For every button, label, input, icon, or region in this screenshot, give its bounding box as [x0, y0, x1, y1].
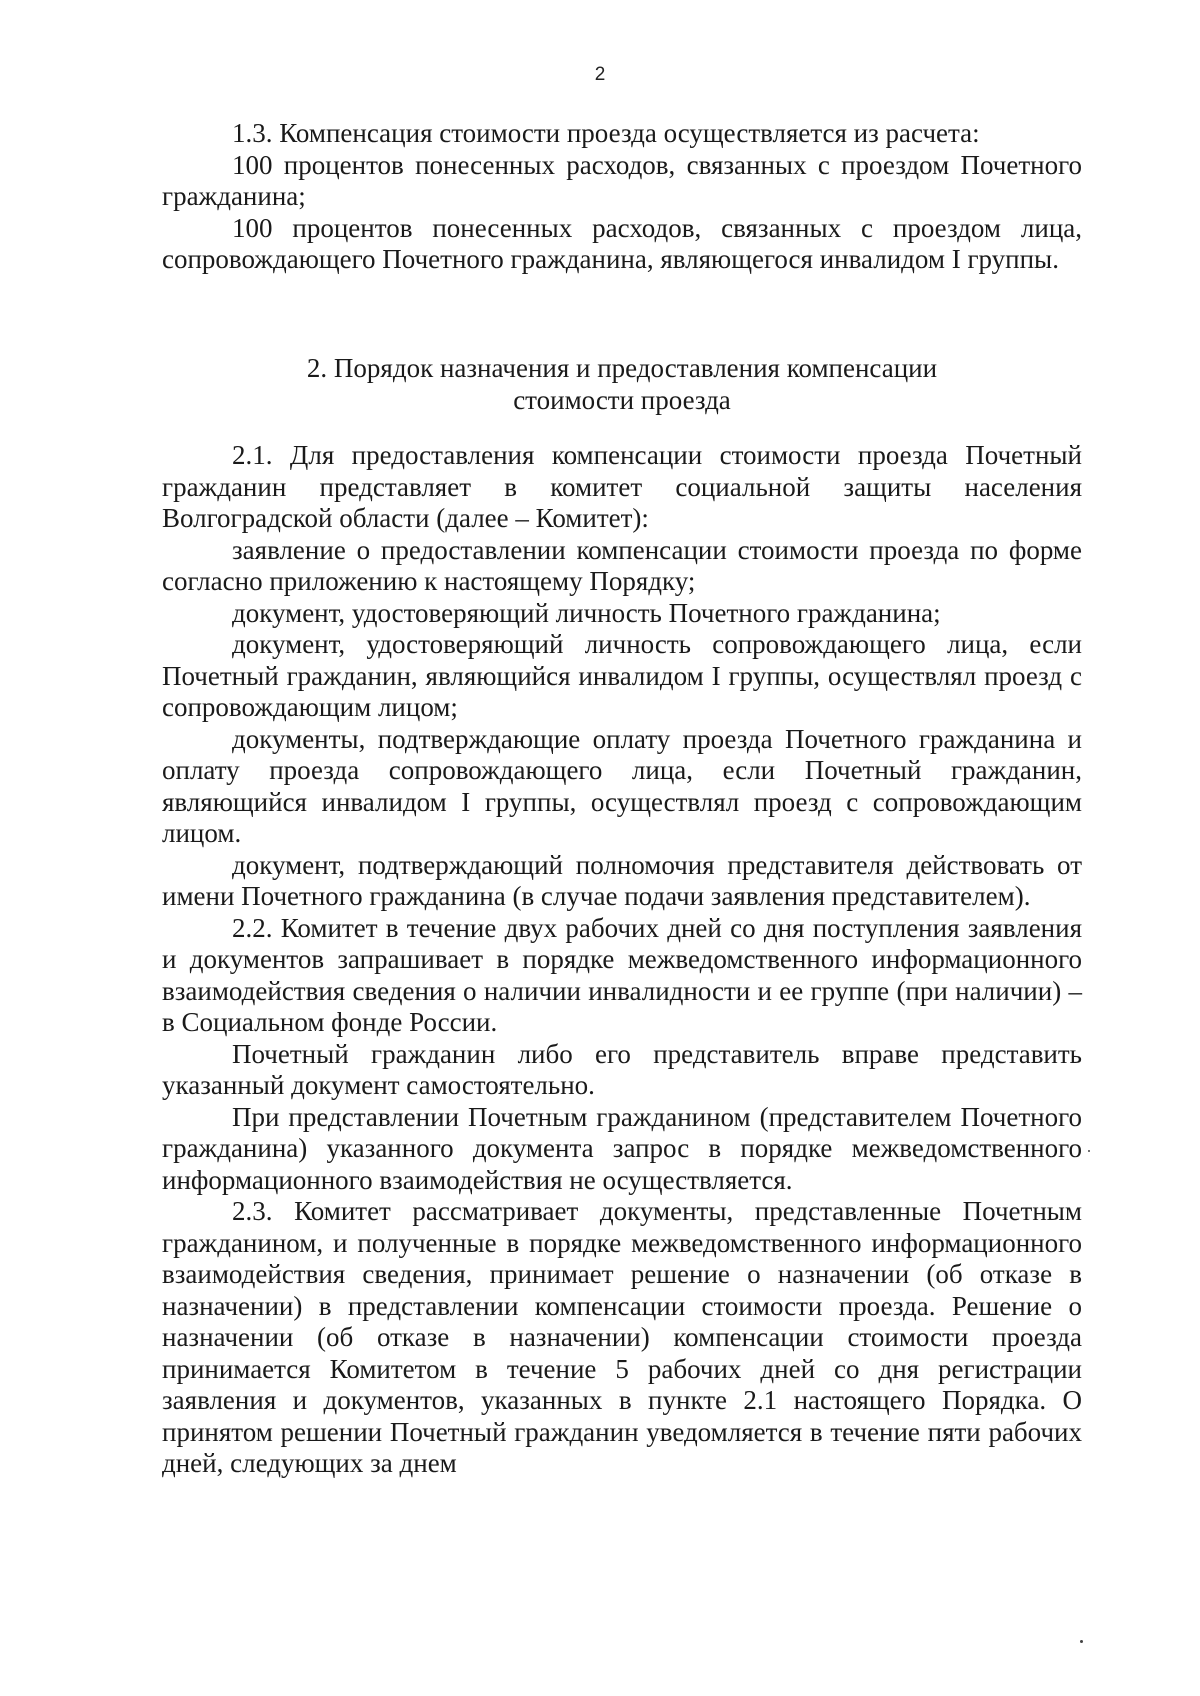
section-2-heading-line-1: 2. Порядок назначения и предоставления компенсации — [306, 353, 938, 383]
list-item-payment-documents: документы, подтверждающие оплату проезда Почетного гражданина и оплату проезда сопровождающего лица, если Почетный гражданин, являющийся инвалидом I группы, осуществлял проезд с сопровождающим лицом. — [162, 723, 1082, 848]
list-item-id-companion: документ, удостоверяющий личность сопровождающего лица, если Почетный гражданин, являющийся инвалидом I группы, осуществлял проезд с сопровождающим лицом; — [162, 629, 1082, 722]
list-item-representative-authority: документ, подтверждающий полномочия представителя действовать от имени Почетного гражданина (в случае подачи заявления представителем). — [162, 849, 1082, 911]
paragraph-2-1: 2.1. Для предоставления компенсации стоимости проезда Почетный гражданин представляет в комитет социальной защиты населения Волгоградской области (далее – Комитет): — [162, 440, 1082, 533]
list-item-id-citizen: документ, удостоверяющий личность Почетного гражданина; — [232, 597, 941, 628]
paragraph-traveller-expenses: 100 процентов понесенных расходов, связанных с проездом Почетного гражданина; — [162, 149, 1082, 211]
section-2-heading — [162, 352, 1082, 416]
paragraph-no-request: При представлении Почетным гражданином (представителем Почетного гражданина) указанного документа запрос в порядке межведомственного информационного взаимодействия не осуществляется. — [162, 1101, 1082, 1195]
paragraph-2-3: 2.3. Комитет рассматривает документы, представленные Почетным гражданином, и полученные в порядке межведомственного информационного взаимодействия сведения, принимает решение о назначении (об отказе в назначении) в представлении компенсации стоимости проезда. Решение о назначении (об отказе в назначении) компенсации стоимости проезда принимается Комитетом в течение 5 рабочих дней со дня регистрации заявления и документов, указанных в пункте 2.1 настоящего Порядка. О принятом решении Почетный гражданин уведомляется в течение пяти рабочих дней, следующих за днем — [162, 1196, 1082, 1478]
page-number: 2 — [594, 64, 606, 85]
section-2-heading-line-2: стоимости проезда — [513, 385, 731, 415]
paragraph-1-3: 1.3. Компенсация стоимости проезда осуществляется из расчета: — [232, 118, 980, 148]
scan-speck — [1088, 1150, 1090, 1152]
paragraph-companion-expenses: 100 процентов понесенных расходов, связанных с проездом лица, сопровождающего Почетного гражданина, являющегося инвалидом I группы. — [162, 212, 1082, 274]
section-1-block — [162, 118, 1082, 276]
section-2-block — [162, 440, 1082, 1480]
paragraph-self-submission: Почетный гражданин либо его представитель вправе представить указанный документ самостоятельно. — [162, 1038, 1082, 1100]
paragraph-2-2: 2.2. Комитет в течение двух рабочих дней со дня поступления заявления и документов запрашивает в порядке межведомственного информационного взаимодействия сведения о наличии инвалидности и ее группе (при наличии) – в Социальном фонде России. — [162, 912, 1082, 1037]
scan-speck — [1080, 1640, 1083, 1643]
list-item-application: заявление о предоставлении компенсации стоимости проезда по форме согласно приложению к настоящему Порядку; — [162, 534, 1082, 596]
